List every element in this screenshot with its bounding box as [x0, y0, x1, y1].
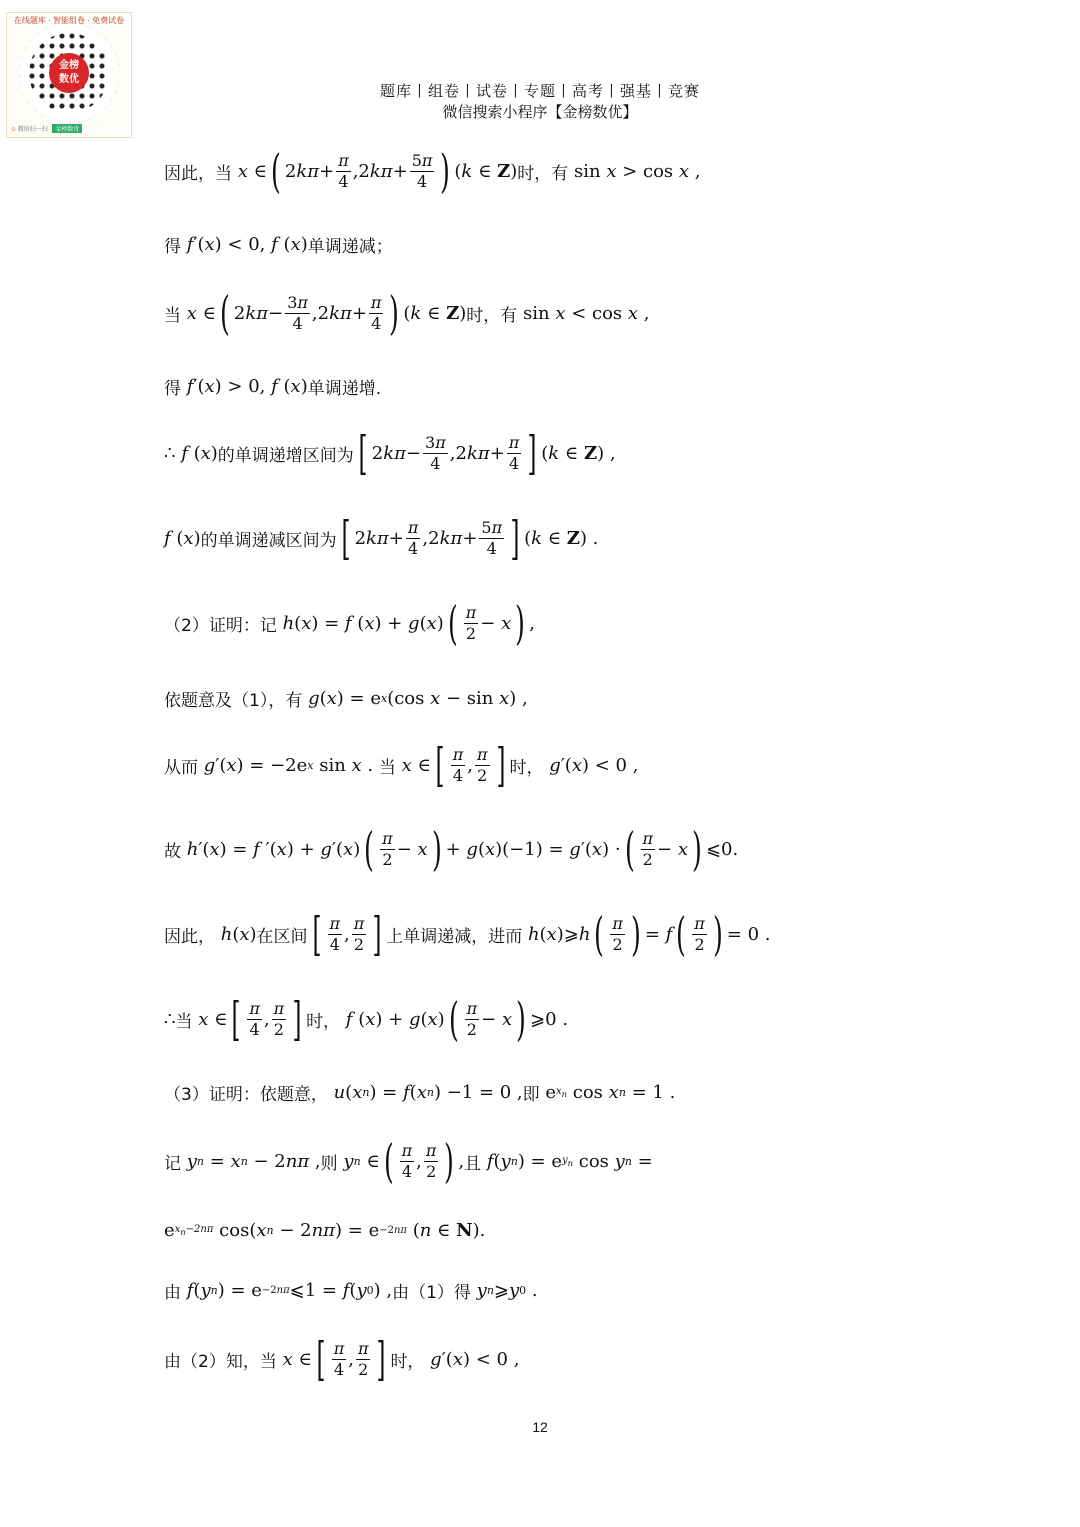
- solution-line-9: 从而 g ′( x ) = −2e x sin x . 当 x ∈ [ π 4 , π 2 ] 时， g ′( x ) < 0 ,: [164, 738, 639, 792]
- solution-line-7: （2）证明：记 h ( x ) = f ( x ) + g ( x ) ( π 2 − x ) ,: [164, 596, 535, 650]
- solution-line-15: e $x_n-2n\pi$ cos( x n − 2 nπ ) = e −2nπ ( n ∈ N ).: [164, 1220, 486, 1241]
- brand-badge-line1: 金榜: [59, 60, 79, 71]
- solution-line-10: 故 h ′( x ) = f ′( x ) + g ′( x ) ( π 2 − x ) + g ( x )(−1) = g ′( x ) · ( π 2 − x ) ⩽0.: [164, 822, 739, 876]
- qr-arc-text: 在线题库 · 智能组卷 · 免费试卷: [13, 16, 125, 25]
- solution-line-5: ∴ f ( x ) 的单调递增区间为 [ 2 kπ − 3π 4 ,2 kπ + π 4 ] ( k ∈ Z ) ,: [164, 426, 616, 480]
- solution-line-13: （3）证明：依题意， u ( x n ) = f ( x n ) −1 = 0 , 即 e $x_n$ cos x n = 1 .: [164, 1082, 676, 1105]
- star-icon: ✩: [11, 127, 17, 133]
- solution-line-11: 因此， h ( x ) 在区间 [ π 4 , π 2 ] 上单调递减，进而 h ( x )⩾ h ( π 2 ) = f ( π 2 ) = 0 .: [164, 907, 771, 961]
- solution-line-16: 由 f ( y n ) = e −2nπ ⩽1 = f ( y 0 ) , 由（1）得 y n ⩾ y 0 .: [164, 1280, 538, 1303]
- solution-line-17: 由（2）知，当 x ∈ [ π 4 , π 2 ] 时， g ′( x ) < 0 ,: [164, 1332, 520, 1386]
- solution-line-14: 记 y n = x n − 2 nπ , 则 y n ∈ ( π 4 , π 2 ) , 且 f ( y n ) = e $y_n$ cos y n =: [164, 1134, 653, 1188]
- solution-line-4: 得 f ′( x ) > 0, f ( x ) 单调递增.: [164, 376, 382, 399]
- solution-line-3: 当 x ∈ ( 2 kπ − 3π 4 ,2 kπ + π 4 ) ( k ∈ Z ) 时，有 sin x < cos x ,: [164, 286, 650, 340]
- qr-footer-search: 微信扫一扫: [17, 127, 48, 133]
- solution-line-6: f ( x ) 的单调递减区间为 [ 2 kπ + π 4 ,2 kπ + 5π 4 ] ( k ∈ Z ) .: [164, 511, 599, 565]
- solution-line-12: ∴ 当 x ∈ [ π 4 , π 2 ] 时， f ( x ) + g ( x ) ( π 2 − x ) ⩾0 .: [164, 992, 569, 1046]
- brand-badge-line2: 数优: [59, 74, 79, 85]
- solution-line-1: 因此，当 x ∈ ( 2 kπ + π 4 ,2 kπ + 5π 4 ) ( k ∈ Z ) 时，有 sin x > cos x ,: [164, 144, 701, 198]
- header-subtitle: 微信搜索小程序【金榜数优】: [442, 103, 638, 121]
- qr-footer: [11, 124, 127, 134]
- header-nav: 题库丨组卷丨试卷丨专题丨高考丨强基丨竞赛: [379, 82, 700, 100]
- solution-line-2: 得 f ′( x ) < 0, f ( x ) 单调递减；: [164, 234, 393, 257]
- page-number: 12: [532, 1419, 548, 1435]
- qr-footer-brand: 金榜数优: [52, 124, 82, 133]
- solution-line-8: 依题意及（1），有 g ( x ) = e x (cos x − sin x ) ,: [164, 688, 528, 711]
